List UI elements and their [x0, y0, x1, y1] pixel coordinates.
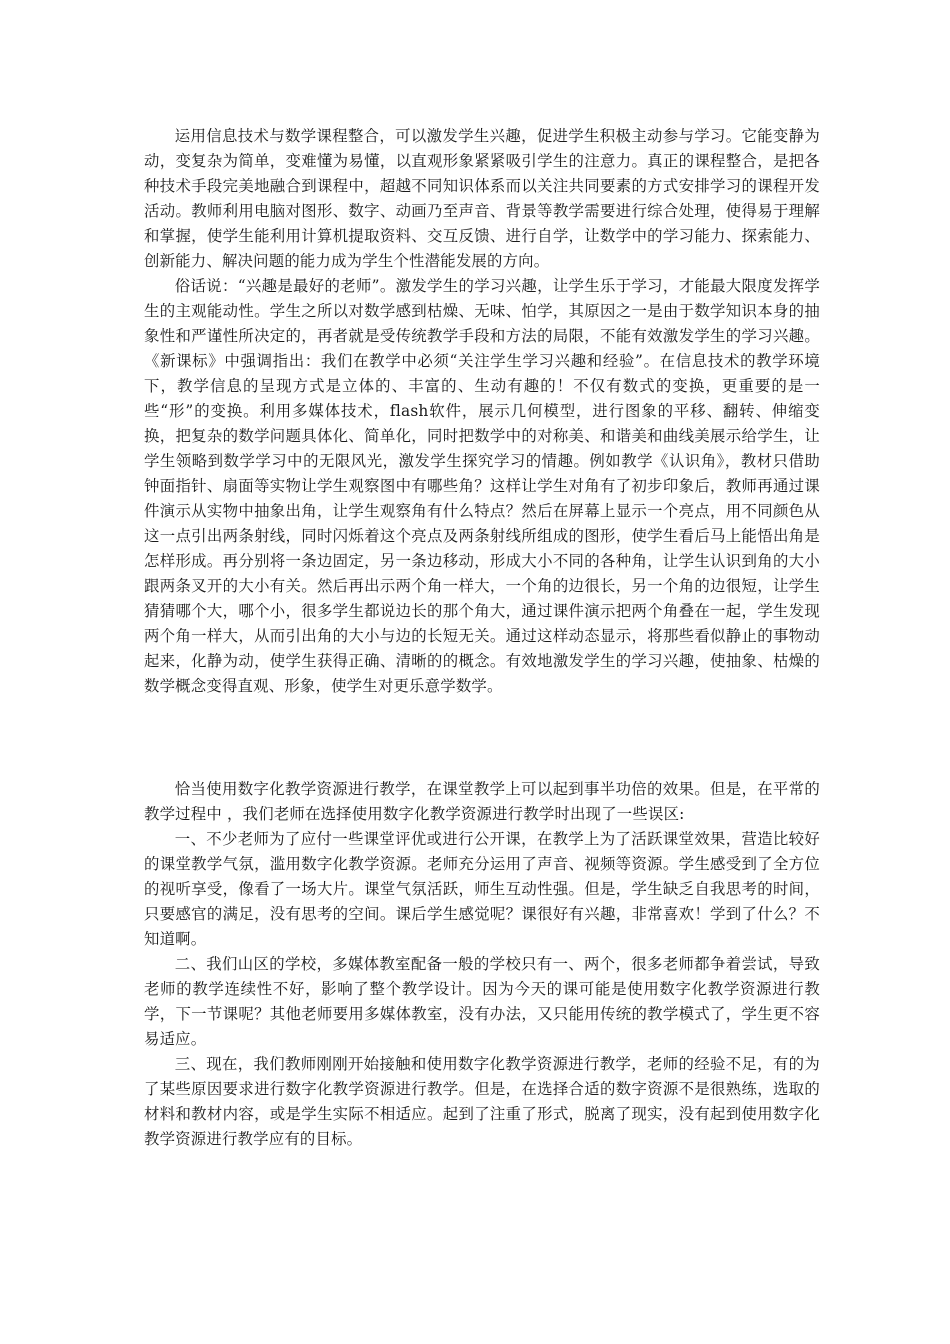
- paragraph: 三、现在，我们教师刚刚开始接触和使用数字化教学资源进行教学，老师的经验不足，有的为了某些原因要求进行数字化教学资源进行教学。但是，在选择合适的数字资源不是很熟练，选取的材料和教材内容，或是学生实际不相适应。起到了注重了形式，脱离了现实，没有起到使用数字化教学资源进行教学应有的目标。: [144, 1055, 820, 1148]
- document-page: [144, 124, 820, 1152]
- paragraph: 恰当使用数字化教学资源进行教学，在课堂教学上可以起到事半功倍的效果。但是，在平常的教学过程中 ，我们老师在选择使用数字化教学资源进行教学时出现了一些误区:: [144, 780, 820, 823]
- paragraph: 一、不少老师为了应付一些课堂评优或进行公开课，在教学上为了活跃课堂效果，营造比较好的课堂教学气氛，滥用数字化教学资源。老师充分运用了声音、视频等资源。学生感受到了全方位的视听享受，像看了一场大片。课堂气氛活跃，师生互动性强。但是，学生缺乏自我思考的时间，只要感官的满足，没有思考的空间。课后学生感觉呢？课很好有兴趣，非常喜欢！学到了什么？不知道啊。: [144, 830, 820, 948]
- paragraph: 二、我们山区的学校，多媒体教室配备一般的学校只有一、两个，很多老师都争着尝试，导致老师的教学连续性不好，影响了整个教学设计。因为今天的课可能是使用数字化教学资源进行教学，下一节课呢？其他老师要用多媒体教室，没有办法，又只能用传统的教学模式了，学生更不容易适应。: [144, 955, 820, 1048]
- paragraph: 运用信息技术与数学课程整合，可以激发学生兴趣，促进学生积极主动参与学习。它能变静为动，变复杂为简单，变难懂为易懂，以直观形象紧紧吸引学生的注意力。真正的课程整合，是把各种技术手段完美地融合到课程中，超越不同知识体系而以关注共同要素的方式安排学习的课程开发活动。教师利用电脑对图形、数字、动画乃至声音、背景等教学需要进行综合处理，使得易于理解和掌握，使学生能利用计算机提取资料、交互反馈、进行自学，让数学中的学习能力、探索能力、创新能力、解决问题的能力成为学生个性潜能发展的方向。: [144, 127, 820, 270]
- paragraph: 俗话说：“兴趣是最好的老师”。激发学生的学习兴趣，让学生乐于学习，才能最大限度发挥学生的主观能动性。学生之所以对数学感到枯燥、无味、怕学，其原因之一是由于数学知识本身的抽象性和严谨性所决定的，再者就是受传统教学手段和方法的局限，不能有效激发学生的学习兴趣。《新课标》中强调指出：我们在教学中必须“关注学生学习兴趣和经验”。在信息技术的教学环境下，教学信息的呈现方式是立体的、丰富的、生动有趣的！不仅有数式的变换，更重要的是一些“形”的变换。利用多媒体技术，flash软件，展示几何模型，进行图象的平移、翻转、伸缩变换，把复杂的数学问题具体化、简单化，同时把数学中的对称美、和谐美和曲线美展示给学生，让学生领略到数学学习中的无限风光，激发学生探究学习的情趣。例如教学《认识角》，教材只借助钟面指针、扇面等实物让学生观察图中有哪些角？这样让学生对角有了初步印象后，教师再通过课件演示从实物中抽象出角，让学生观察角有什么特点？然后在屏幕上显示一个亮点，用不同颜色从这一点引出两条射线，同时闪烁着这个亮点及两条射线所组成的图形，使学生看后马上能悟出角是怎样形成。再分别将一条边固定，另一条边移动，形成大小不同的各种角，让学生认识到角的大小跟两条叉开的大小有关。然后再出示两个角一样大，一个角的边很长，另一个角的边很短，让学生猜猜哪个大，哪个小，很多学生都说边长的那个角大，通过课件演示把两个角叠在一起，学生发现两个角一样大，从而引出角的大小与边的长短无关。通过这样动态显示，将那些看似静止的事物动起来，化静为动，使学生获得正确、清晰的的概念。有效地激发学生的学习兴趣，使抽象、枯燥的数学概念变得直观、形象，使学生对更乐意学数学。: [144, 277, 820, 695]
- section-info-tech-integration: [144, 124, 820, 699]
- section-digital-resource-misconceptions: [144, 777, 820, 1152]
